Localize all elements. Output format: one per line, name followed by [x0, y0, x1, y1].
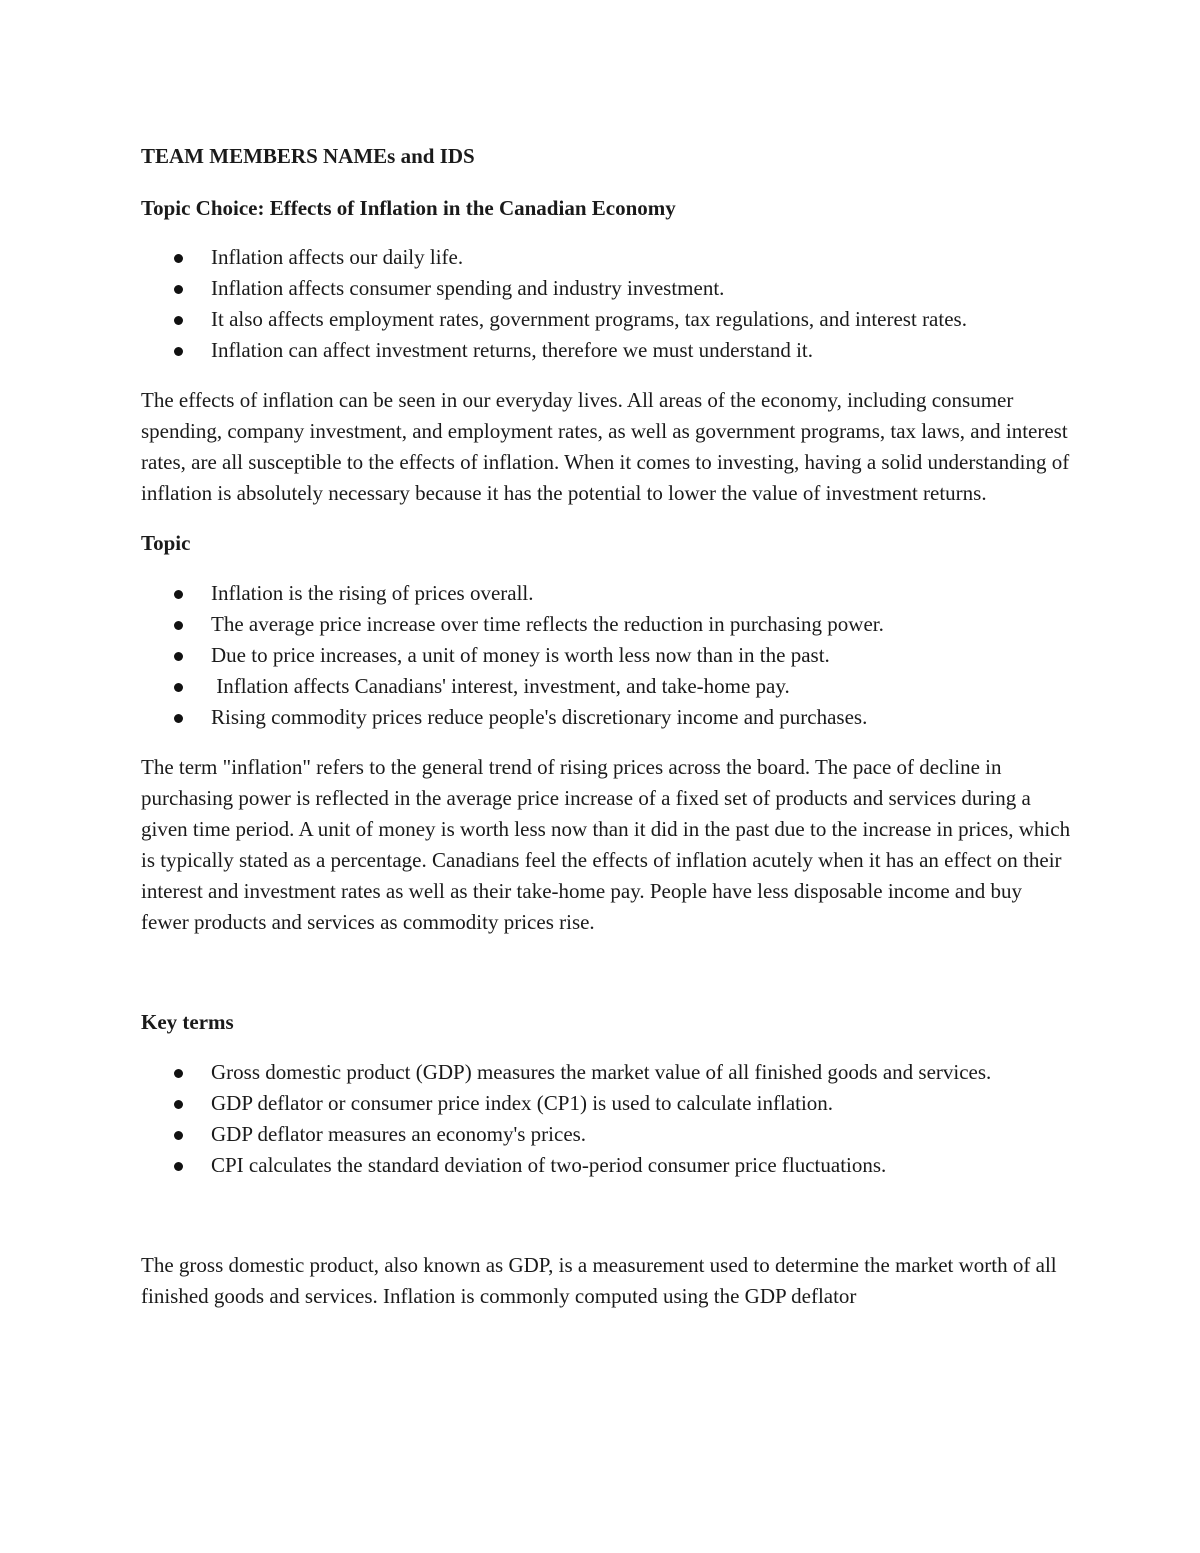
bullet-icon — [174, 316, 183, 325]
paragraph-gdp: The gross domestic product, also known as GDP, is a measurement used to determine the market worth of all finished goods and services. Inflation is commonly computed using the GDP deflator — [141, 1253, 1057, 1308]
bullet-icon — [174, 347, 183, 356]
bullet-icon — [174, 652, 183, 661]
bullet-icon — [174, 254, 183, 263]
list-item-text: Inflation affects our daily life. — [211, 245, 464, 269]
list-item — [141, 1119, 1071, 1150]
list-item — [141, 609, 1071, 640]
topic-choice-bullet-list — [141, 242, 1071, 366]
topic-choice-heading: Topic Choice: Effects of Inflation in the Canadian Economy — [141, 196, 676, 220]
list-item-text: Due to price increases, a unit of money is worth less now than in the past. — [211, 643, 830, 667]
list-item — [141, 1088, 1071, 1119]
list-item-text: The average price increase over time reflects the reduction in purchasing power. — [211, 612, 884, 636]
list-item-text: Gross domestic product (GDP) measures the market value of all finished goods and services. — [211, 1060, 992, 1084]
bullet-icon — [174, 1131, 183, 1140]
list-item — [141, 640, 1071, 671]
list-item — [141, 242, 1071, 273]
bullet-icon — [174, 590, 183, 599]
list-item-text: Rising commodity prices reduce people's discretionary income and purchases. — [211, 705, 868, 729]
list-item-text: GDP deflator or consumer price index (CP1) is used to calculate inflation. — [211, 1091, 834, 1115]
topic-bullet-list — [141, 578, 1071, 733]
bullet-icon — [174, 1069, 183, 1078]
paragraph-inflation-definition: The term "inflation" refers to the general trend of rising prices across the board. The pace of decline in purchasing power is reflected in the average price increase of a fixed set of products and services during a given time period. A unit of money is worth less now than it did in the past due to the increase in prices, which is typically stated as a percentage. Canadians feel the effects of inflation acutely when it has an effect on their interest and investment rates as well as their take-home pay. People have less disposable income and buy fewer products and services as commodity prices rise. — [141, 755, 1071, 934]
team-members-heading: TEAM MEMBERS NAMEs and IDS — [141, 144, 475, 168]
list-item-text: GDP deflator measures an economy's prices. — [211, 1122, 587, 1146]
list-item-text: Inflation affects consumer spending and industry investment. — [211, 276, 725, 300]
paragraph-effects-of-inflation: The effects of inflation can be seen in our everyday lives. All areas of the economy, including consumer spending, company investment, and employment rates, as well as government programs, tax laws, and interest rates, are all susceptible to the effects of inflation. When it comes to investing, having a solid understanding of inflation is absolutely necessary because it has the potential to lower the value of investment returns. — [141, 388, 1070, 505]
list-item — [141, 273, 1071, 304]
list-item-text: CPI calculates the standard deviation of two-period consumer price fluctuations. — [211, 1153, 887, 1177]
list-item-text: Inflation can affect investment returns, therefore we must understand it. — [211, 338, 813, 362]
document-body — [141, 141, 1071, 1312]
bullet-icon — [174, 1100, 183, 1109]
list-item — [141, 671, 1071, 702]
bullet-icon — [174, 1162, 183, 1171]
key-terms-heading: Key terms — [141, 1010, 234, 1034]
list-item — [141, 702, 1071, 733]
list-item-text: Inflation is the rising of prices overall. — [211, 581, 534, 605]
key-terms-bullet-list — [141, 1057, 1071, 1181]
bullet-icon — [174, 683, 183, 692]
list-item — [141, 335, 1071, 366]
list-item-text: Inflation affects Canadians' interest, investment, and take-home pay. — [211, 674, 790, 698]
bullet-icon — [174, 621, 183, 630]
bullet-icon — [174, 285, 183, 294]
list-item — [141, 304, 1071, 335]
list-item — [141, 1057, 1071, 1088]
list-item — [141, 578, 1071, 609]
list-item — [141, 1150, 1071, 1181]
topic-heading: Topic — [141, 531, 191, 555]
bullet-icon — [174, 714, 183, 723]
list-item-text: It also affects employment rates, government programs, tax regulations, and interest rates. — [211, 307, 967, 331]
